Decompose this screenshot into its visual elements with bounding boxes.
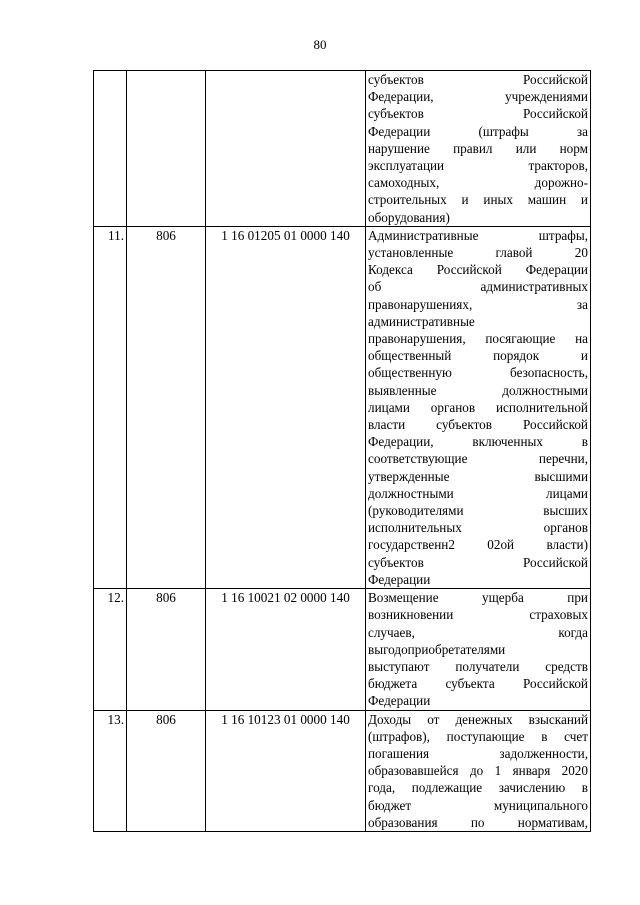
description-line: общественный порядок и: [368, 348, 588, 364]
description-line: власти субъектов Российской: [368, 417, 588, 433]
description-line: Федерации, учреждениями: [368, 89, 588, 105]
description-line: Кодекса Российской Федерации: [368, 262, 588, 278]
description-line: исполнительных органов: [368, 520, 588, 536]
description-line: погашения задолженности,: [368, 745, 588, 761]
description-line: субъектов Российской: [368, 106, 588, 122]
description-line: эксплуатации тракторов,: [368, 158, 588, 174]
description-line: (руководителями высших: [368, 503, 588, 519]
table-row: [94, 71, 591, 227]
revenue-description-cell: [366, 71, 591, 227]
description-line: Федерации: [368, 571, 431, 587]
administrator-code-cell: 806: [127, 226, 206, 588]
budget-classification-code-cell: 1 16 01205 01 0000 140: [206, 226, 366, 588]
description-line: об административных: [368, 279, 588, 295]
description-line: года, подлежащие зачислению в: [368, 780, 588, 796]
revenue-description-cell: [366, 589, 591, 710]
description-line: Федерации (штрафы за: [368, 123, 588, 139]
row-number-cell: 13.: [94, 710, 127, 831]
row-number-cell: [94, 71, 127, 227]
description-line: нарушение правил или норм: [368, 140, 588, 156]
description-line: бюджет муниципального: [368, 797, 588, 813]
description-line: Доходы от денежных взысканий: [368, 711, 588, 727]
description-line: должностными лицами: [368, 485, 588, 501]
table-row: [94, 589, 591, 710]
description-line: выгодоприобретателями: [368, 641, 506, 657]
budget-classification-code-cell: 1 16 10021 02 0000 140: [206, 589, 366, 710]
description-line: Административные штрафы,: [368, 227, 588, 243]
page-number: 80: [313, 37, 327, 52]
description-line: утвержденные высшими: [368, 468, 588, 484]
description-line: возникновении страховых: [368, 607, 588, 623]
description-line: соответствующие перечни,: [368, 451, 588, 467]
budget-classification-code-cell: 1 16 10123 01 0000 140: [206, 710, 366, 831]
description-line: образования по нормативам,: [368, 814, 588, 830]
revenue-description-cell: [366, 710, 591, 831]
table-row: [94, 710, 591, 831]
description-line: образовавшейся до 1 января 2020: [368, 763, 588, 779]
description-line: правонарушениях, за: [368, 296, 588, 312]
description-line: субъектов Российской: [368, 554, 588, 570]
description-line: выступают получатели средств: [368, 658, 588, 674]
description-line: самоходных, дорожно-: [368, 175, 588, 191]
description-line: (штрафов), поступающие в счет: [368, 728, 588, 744]
description-line: общественную безопасность,: [368, 365, 588, 381]
description-line: строительных и иных машин и: [368, 192, 588, 208]
description-line: случаев, когда: [368, 624, 588, 640]
description-line: выявленные должностными: [368, 382, 588, 398]
table-row: [94, 226, 591, 588]
row-number-cell: 12.: [94, 589, 127, 710]
administrator-code-cell: 806: [127, 589, 206, 710]
description-line: оборудования): [368, 209, 450, 225]
description-line: правонарушения, посягающие на: [368, 331, 588, 347]
description-line: бюджета субъекта Российской: [368, 676, 588, 692]
description-line: государственн2 02ой власти): [368, 537, 588, 553]
description-line: Возмещение ущерба при: [368, 590, 588, 606]
description-line: Федерации, включенных в: [368, 434, 588, 450]
administrator-code-cell: 806: [127, 710, 206, 831]
description-line: Федерации: [368, 693, 431, 709]
revenue-description-cell: [366, 226, 591, 588]
row-number-cell: 11.: [94, 226, 127, 588]
budget-classification-code-cell: [206, 71, 366, 227]
description-line: лицами органов исполнительной: [368, 399, 588, 415]
description-line: субъектов Российской: [368, 72, 588, 87]
description-line: установленные главой 20: [368, 245, 588, 261]
description-line: административные: [368, 313, 475, 329]
administrator-code-cell: [127, 71, 206, 227]
revenue-codes-table: [93, 70, 591, 832]
